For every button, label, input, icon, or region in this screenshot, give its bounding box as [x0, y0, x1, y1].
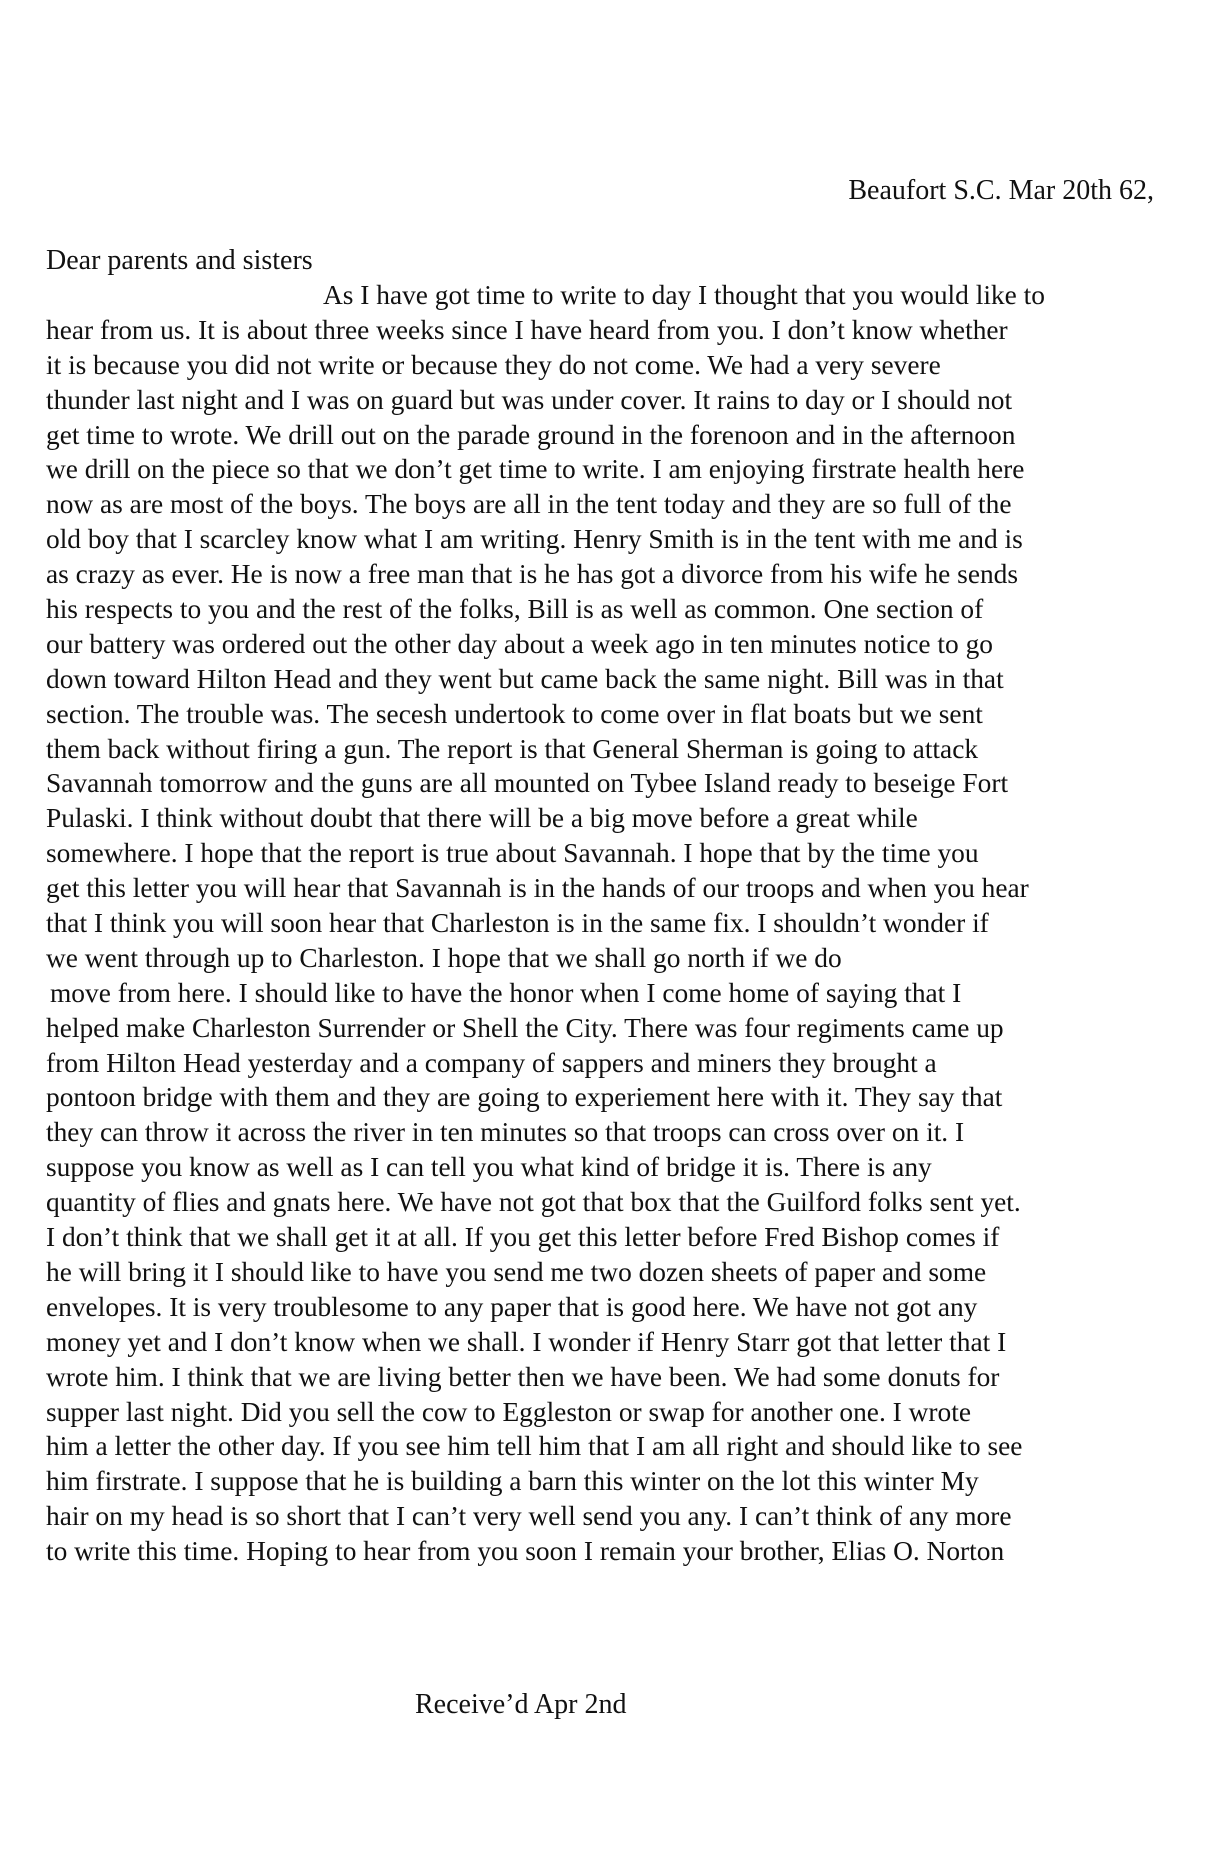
- letter-line: envelopes. It is very troublesome to any paper that is good here. We have not got any: [46, 1291, 978, 1322]
- letter-line: get this letter you will hear that Savannah is in the hands of our troops and when you hear: [46, 873, 1029, 904]
- letter-line: to write this time. Hoping to hear from you soon I remain your brother, Elias O. Norton: [46, 1536, 1005, 1567]
- letter-line: as crazy as ever. He is now a free man that is he has got a divorce from his wife he sends: [46, 559, 1019, 590]
- letter-line: thunder last night and I was on guard but was under cover. It rains to day or I should not: [46, 384, 1013, 415]
- letter-line: them back without firing a gun. The report is that General Sherman is going to attack: [46, 733, 979, 764]
- letter-line: from Hilton Head yesterday and a company of sappers and miners they brought a: [46, 1047, 937, 1078]
- letter-body: [46, 278, 1186, 1569]
- letter-line: hear from us. It is about three weeks since I have heard from you. I don’t know whether: [46, 314, 1008, 345]
- letter-line: quantity of flies and gnats here. We have not got that box that the Guilford folks sent yet.: [46, 1187, 1021, 1218]
- letter-line: get time to wrote. We drill out on the parade ground in the forenoon and in the afternoon: [46, 419, 1016, 450]
- letter-salutation: Dear parents and sisters: [46, 245, 313, 276]
- letter-line: old boy that I scarcley know what I am writing. Henry Smith is in the tent with me and is: [46, 524, 1023, 555]
- letter-line: his respects to you and the rest of the folks, Bill is as well as common. One section of: [46, 594, 984, 625]
- letter-dateline: Beaufort S.C. Mar 20th 62,: [848, 175, 1154, 206]
- received-note: Receive’d Apr 2nd: [415, 1689, 627, 1720]
- letter-line: move from here. I should like to have the honor when I come home of saying that I: [50, 977, 962, 1008]
- letter-line: it is because you did not write or because they do not come. We had a very severe: [46, 349, 941, 380]
- letter-line: that I think you will soon hear that Charleston is in the same fix. I shouldn’t wonder if: [46, 908, 989, 939]
- letter-line: wrote him. I think that we are living better then we have been. We had some donuts for: [46, 1361, 1000, 1392]
- letter-line: him firstrate. I suppose that he is building a barn this winter on the lot this winter My: [46, 1466, 979, 1497]
- letter-line: Savannah tomorrow and the guns are all mounted on Tybee Island ready to beseige Fort: [46, 768, 1009, 799]
- letter-line: As I have got time to write to day I thought that you would like to: [323, 280, 1045, 310]
- letter-line: our battery was ordered out the other day about a week ago in ten minutes notice to go: [46, 628, 993, 659]
- letter-line: him a letter the other day. If you see him tell him that I am all right and should like to see: [46, 1431, 1023, 1462]
- letter-line: suppose you know as well as I can tell you what kind of bridge it is. There is any: [46, 1152, 932, 1183]
- letter-line: we drill on the piece so that we don’t get time to write. I am enjoying firstrate health here: [46, 454, 1025, 485]
- letter-line: they can throw it across the river in ten minutes so that troops can cross over on it. I: [46, 1117, 965, 1148]
- letter-line: money yet and I don’t know when we shall. I wonder if Henry Starr got that letter that I: [46, 1326, 1007, 1357]
- letter-line: now as are most of the boys. The boys are all in the tent today and they are so full of the: [46, 489, 1012, 520]
- letter-line: down toward Hilton Head and they went but came back the same night. Bill was in that: [46, 663, 1004, 694]
- letter-line: Pulaski. I think without doubt that there will be a big move before a great while: [46, 803, 918, 834]
- letter-line: helped make Charleston Surrender or Shell the City. There was four regiments came up: [46, 1012, 1004, 1043]
- letter-line: section. The trouble was. The secesh undertook to come over in flat boats but we sent: [46, 698, 983, 729]
- letter-line: we went through up to Charleston. I hope that we shall go north if we do: [46, 942, 842, 973]
- letter-line: pontoon bridge with them and they are going to experiement here with it. They say that: [46, 1082, 1003, 1113]
- letter-line: hair on my head is so short that I can’t very well send you any. I can’t think of any more: [46, 1501, 1012, 1532]
- letter-line: I don’t think that we shall get it at all. If you get this letter before Fred Bishop comes if: [46, 1222, 1000, 1253]
- letter-line: supper last night. Did you sell the cow to Eggleston or swap for another one. I wrote: [46, 1396, 971, 1427]
- letter-line: somewhere. I hope that the report is true about Savannah. I hope that by the time you: [46, 838, 979, 869]
- letter-line: he will bring it I should like to have you send me two dozen sheets of paper and some: [46, 1256, 987, 1287]
